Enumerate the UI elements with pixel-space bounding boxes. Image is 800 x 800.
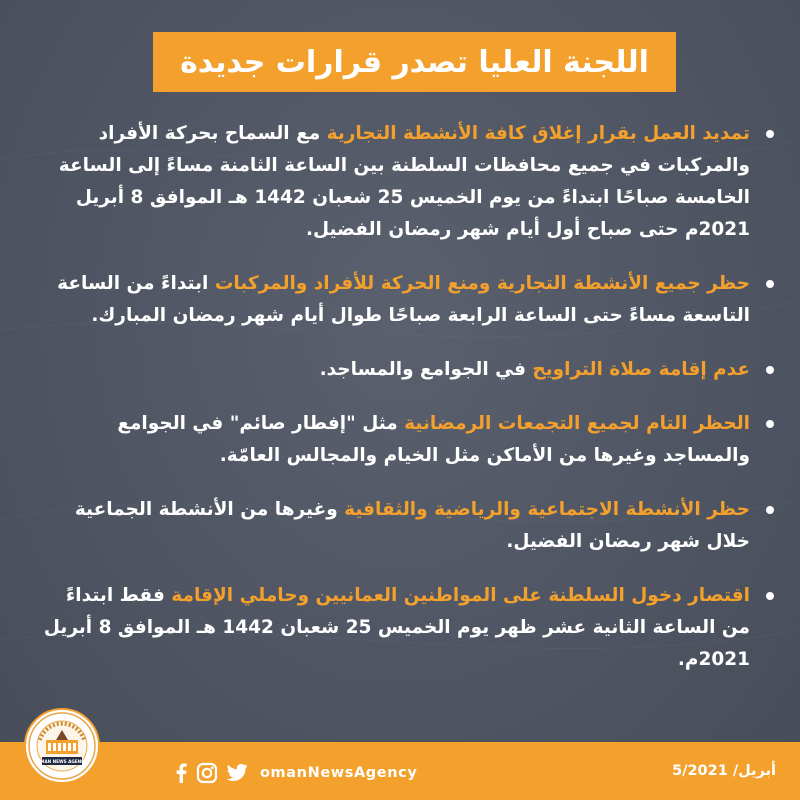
bullet-icon [766, 420, 774, 428]
item-text: وغيرها من الأنشطة الجماعية خلال شهر رمضان الفضيل. [74, 499, 750, 552]
item-text: فقط ابتداءً من الساعة الثانية عشر ظهر يوم الخميس 25 شعبان 1442 هـ الموافق 8 أبريل 2021م. [43, 585, 750, 670]
item-highlight: تمديد العمل بقرار إغلاق كافة الأنشطة التجارية [326, 123, 750, 144]
logo-emblem-icon [26, 710, 98, 782]
item-highlight: عدم إقامة صلاة التراويح [532, 359, 750, 380]
item-highlight: حظر الأنشطة الاجتماعية والرياضية والثقافية [344, 499, 750, 520]
list-item [38, 408, 778, 472]
item-text: مع السماح بحركة الأفراد والمركبات في جميع محافظات السلطنة بين الساعة الثامنة مساءً إلى الساعة الخامسة صباحًا ابتداءً من يوم الخميس 25 شعبان 1442 هـ الموافق 8 أبريل 2021م حتى صباح أول أيام شهر رمضان الفضيل. [58, 123, 750, 240]
item-highlight: اقتصار دخول السلطنة على المواطنين العمانيين وحاملي الإقامة [171, 585, 750, 606]
bullet-icon [766, 130, 774, 138]
list-item [38, 494, 778, 558]
social-links [174, 760, 417, 786]
decisions-list [38, 118, 778, 676]
logo-text: OMAN NEWS AGENCY [36, 759, 88, 764]
item-highlight: الحظر التام لجميع التجمعات الرمضانية [404, 413, 750, 434]
instagram-icon[interactable] [196, 762, 218, 784]
list-item [38, 118, 778, 246]
list-item [38, 268, 778, 332]
item-text: مثل "إفطار صائم" في الجوامع والمساجد وغيرها من الأماكن مثل الخيام والمجالس العامّة. [117, 413, 750, 466]
list-item [38, 580, 778, 676]
publish-date: 5/أبريل/ 2021 [672, 763, 776, 779]
page-title: اللجنة العليا تصدر قرارات جديدة [180, 44, 649, 80]
bullet-icon [766, 592, 774, 600]
bullet-icon [766, 366, 774, 374]
twitter-icon[interactable] [226, 763, 248, 783]
social-handle[interactable]: omanNewsAgency [260, 765, 418, 781]
title-banner [153, 32, 676, 92]
facebook-icon[interactable] [174, 763, 188, 783]
agency-logo [24, 708, 100, 784]
bullet-icon [766, 506, 774, 514]
list-item [38, 354, 778, 386]
bullet-icon [766, 280, 774, 288]
item-text: ابتداءً من الساعة التاسعة مساءً حتى الساعة الرابعة صباحًا طوال أيام شهر رمضان المبارك. [57, 273, 750, 326]
item-text: في الجوامع والمساجد. [319, 359, 533, 380]
item-highlight: حظر جميع الأنشطة التجارية ومنع الحركة للأفراد والمركبات [214, 273, 750, 294]
